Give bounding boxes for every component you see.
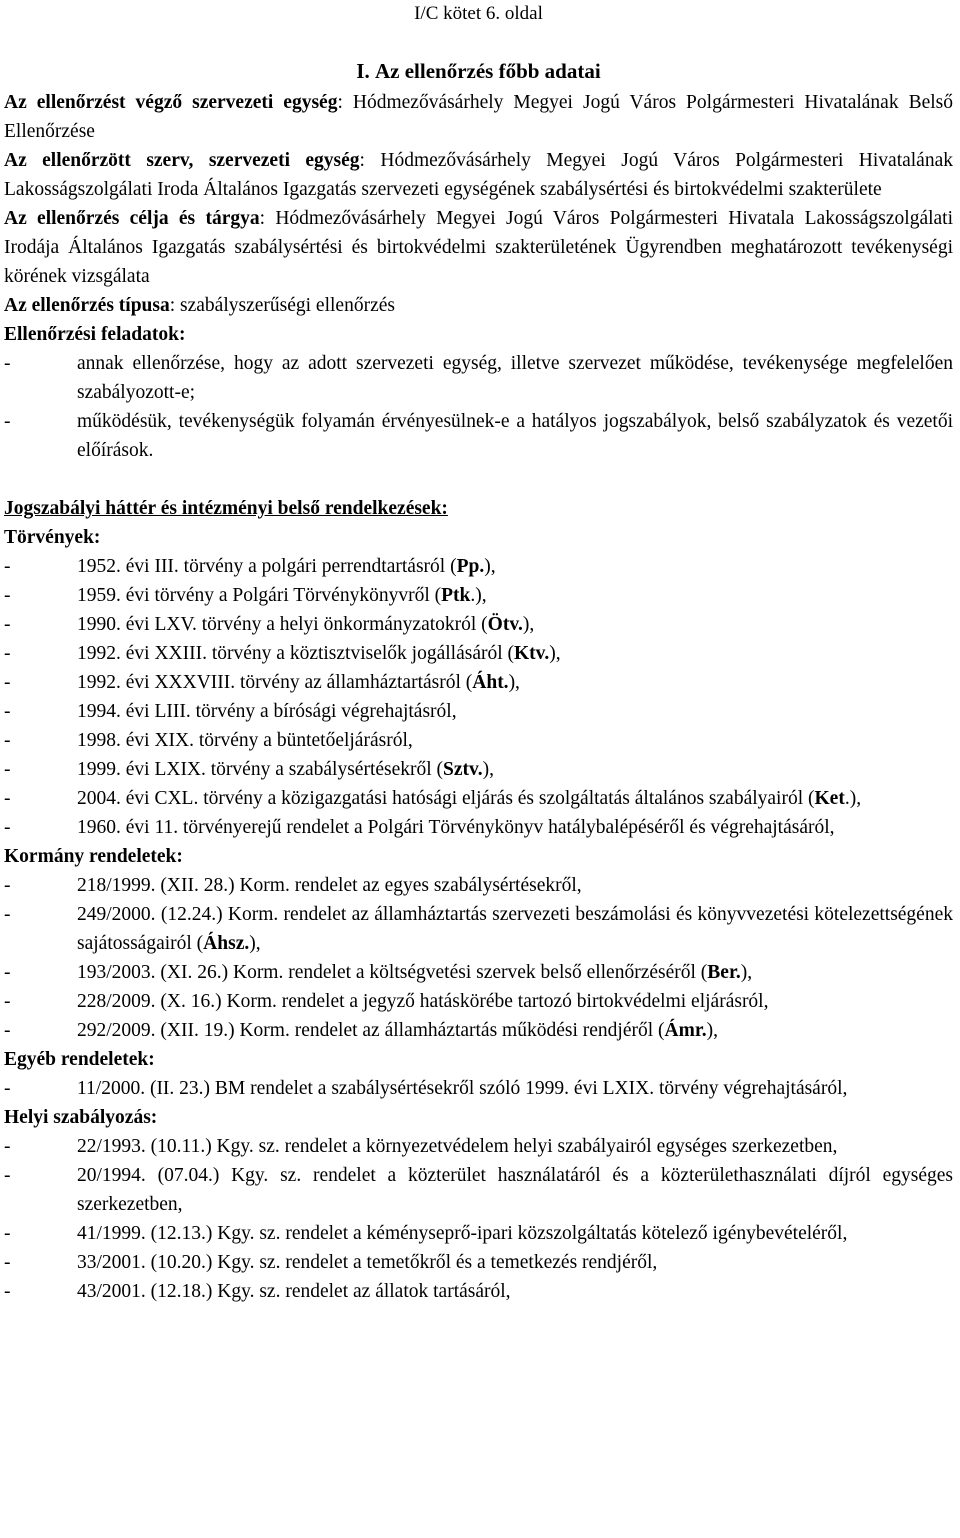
gov-decree-item [4, 871, 953, 900]
item-text: 1960. évi 11. törvényerejű rendelet a Polgári Törvénykönyv hatálybalépéséről és végrehajtásáról, [77, 817, 835, 838]
list-dash: - [4, 904, 11, 925]
law-item [4, 813, 953, 842]
item-text: 1994. évi LIII. törvény a bírósági végrehajtásról, [77, 701, 457, 722]
item-tail: ), [508, 672, 520, 693]
gov-decree-item [4, 958, 953, 987]
list-dash: - [4, 817, 11, 838]
item-text: 33/2001. (10.20.) Kgy. sz. rendelet a temetőkről és a temetkezés rendjéről, [77, 1252, 658, 1273]
field-paragraph [4, 88, 953, 146]
field-paragraph [4, 204, 953, 291]
item-tail: ), [740, 962, 753, 983]
laws-heading: Törvények: [4, 527, 101, 548]
item-abbreviation: Ptk [441, 585, 471, 606]
law-item [4, 784, 953, 813]
list-dash: - [4, 730, 11, 751]
local-rule-item [4, 1219, 953, 1248]
section-number: I. [356, 59, 370, 83]
item-text: 1990. évi LXV. törvény a helyi önkormányzatokról ( [77, 614, 488, 635]
item-tail: .), [470, 585, 487, 606]
legal-background-heading: Jogszabályi háttér és intézményi belső rendelkezések: [4, 498, 448, 519]
task-item [4, 349, 953, 407]
item-abbreviation: Ber. [707, 962, 741, 983]
item-text: 1998. évi XIX. törvény a büntetőeljárásról, [77, 730, 413, 751]
item-abbreviation: Ktv. [514, 643, 550, 664]
item-tail: ), [706, 1020, 718, 1041]
task-text: működésük, tevékenységük folyamán érvényesülnek-e a hatályos jogszabályok, belső szabályzatok és vezetői előírások. [77, 411, 953, 461]
list-dash: - [4, 991, 11, 1012]
law-item [4, 610, 953, 639]
field-paragraph [4, 146, 953, 204]
gov-decrees-heading: Kormány rendeletek: [4, 846, 183, 867]
item-abbreviation: Áht. [472, 672, 509, 693]
section-title [4, 54, 953, 88]
item-text: 11/2000. (II. 23.) BM rendelet a szabálysértésekről szóló 1999. évi LXIX. törvény végrehajtásáról, [77, 1078, 848, 1099]
tasks-list [4, 349, 953, 465]
law-item [4, 552, 953, 581]
section-title-text: Az ellenőrzés főbb adatai [374, 59, 601, 83]
list-dash: - [4, 962, 11, 983]
item-text: 1992. évi XXXVIII. törvény az államháztartásról ( [77, 672, 473, 693]
item-text: 193/2003. (XI. 26.) Korm. rendelet a költségvetési szervek belső ellenőrzéséről ( [77, 962, 708, 983]
field-value: : szabályszerűségi ellenőrzés [169, 295, 395, 316]
other-decrees-list [4, 1074, 953, 1103]
list-dash: - [4, 875, 11, 896]
item-tail: ), [549, 643, 561, 664]
list-dash: - [4, 643, 11, 664]
item-abbreviation: Ket [814, 788, 845, 809]
field-label: Az ellenőrzést végző szervezeti egység [4, 92, 338, 113]
item-text: 1959. évi törvény a Polgári Törvénykönyvről ( [77, 585, 442, 606]
item-abbreviation: Sztv. [443, 759, 483, 780]
item-text: 1992. évi XXIII. törvény a köztisztviselők jogállásáról ( [77, 643, 515, 664]
list-dash: - [4, 1223, 11, 1244]
item-abbreviation: Ötv. [487, 614, 523, 635]
list-dash: - [4, 672, 11, 693]
field-value: : Hódmezővásárhely Megyei Jogú Város Polgármesteri Hivatala Lakosságszolgálati Irodája Általános Igazgatás szabálysértési és birtokvédelmi szakterületének Ügyrendben meghatározott tevékenységi körének vizsgálata [4, 208, 954, 287]
field-value: : Hódmezővásárhely Megyei Jogú Város Polgármesteri Hivatalának Belső Ellenőrzése [4, 92, 953, 142]
item-tail: ), [249, 933, 261, 954]
list-dash: - [4, 1078, 11, 1099]
item-text: 292/2009. (XII. 19.) Korm. rendelet az államháztartás működési rendjéről ( [77, 1020, 665, 1041]
gov-decree-item [4, 1016, 953, 1045]
list-dash: - [4, 353, 11, 374]
task-text: annak ellenőrzése, hogy az adott szervezeti egység, illetve szervezet működése, tevékenysége megfelelően szabályozott-e; [77, 353, 953, 403]
list-dash: - [4, 759, 11, 780]
list-dash: - [4, 614, 11, 635]
item-abbreviation: Ámr. [664, 1020, 707, 1041]
list-dash: - [4, 1136, 11, 1157]
page-header: I/C kötet 6. oldal [414, 3, 543, 24]
list-dash: - [4, 556, 11, 577]
local-rules-list [4, 1132, 953, 1306]
law-item [4, 726, 953, 755]
item-text: 1999. évi LXIX. törvény a szabálysértésekről ( [77, 759, 444, 780]
gov-decree-item [4, 987, 953, 1016]
spacer [4, 465, 953, 494]
item-text: 1952. évi III. törvény a polgári perrendtartásról ( [77, 556, 457, 577]
item-text: 22/1993. (10.11.) Kgy. sz. rendelet a környezetvédelem helyi szabályairól egységes szerkezetben, [77, 1136, 838, 1157]
item-tail: .), [844, 788, 862, 809]
field-label: Az ellenőrzés célja és tárgya [4, 208, 260, 229]
list-dash: - [4, 411, 11, 432]
local-rule-item [4, 1161, 953, 1219]
tasks-heading: Ellenőrzési feladatok: [4, 324, 186, 345]
law-item [4, 755, 953, 784]
field-label: Az ellenőrzött szerv, szervezeti egység [4, 150, 360, 171]
item-abbreviation: Áhsz. [203, 933, 250, 954]
law-item [4, 697, 953, 726]
item-tail: ), [482, 759, 494, 780]
list-dash: - [4, 585, 11, 606]
list-dash: - [4, 1281, 11, 1302]
list-dash: - [4, 788, 11, 809]
item-text: 20/1994. (07.04.) Kgy. sz. rendelet a közterület használatáról és a közterülethasználati díjról egységes szerkezetben, [77, 1165, 953, 1215]
item-text: 43/2001. (12.18.) Kgy. sz. rendelet az állatok tartásáról, [77, 1281, 511, 1302]
local-rule-item [4, 1248, 953, 1277]
gov-decrees-list [4, 871, 953, 1045]
item-tail: ), [522, 614, 535, 635]
field-value: : Hódmezővásárhely Megyei Jogú Város Polgármesteri Hivatalának Lakosságszolgálati Iroda Általános Igazgatás szervezeti egységének szabálysértési és birtokvédelmi szakterülete [4, 150, 953, 200]
field-paragraph [4, 291, 953, 320]
law-item [4, 668, 953, 697]
item-text: 228/2009. (X. 16.) Korm. rendelet a jegyző hatáskörébe tartozó birtokvédelmi eljárásról, [77, 991, 769, 1012]
local-rule-item [4, 1277, 953, 1306]
laws-list [4, 552, 953, 842]
audit-fields [4, 88, 953, 320]
item-text: 218/1999. (XII. 28.) Korm. rendelet az egyes szabálysértésekről, [77, 875, 582, 896]
item-abbreviation: Pp. [456, 556, 485, 577]
local-rules-heading: Helyi szabályozás: [4, 1107, 158, 1128]
list-dash: - [4, 701, 11, 722]
field-label: Az ellenőrzés típusa [4, 295, 170, 316]
task-item [4, 407, 953, 465]
list-dash: - [4, 1165, 11, 1186]
law-item [4, 581, 953, 610]
gov-decree-item [4, 900, 953, 958]
item-text: 41/1999. (12.13.) Kgy. sz. rendelet a kéményseprő-ipari közszolgáltatás kötelező igénybevételéről, [77, 1223, 848, 1244]
item-text: 2004. évi CXL. törvény a közigazgatási hatósági eljárás és szolgáltatás általános szabályairól ( [77, 788, 815, 809]
list-dash: - [4, 1020, 11, 1041]
list-dash: - [4, 1252, 11, 1273]
other-decree-item [4, 1074, 953, 1103]
item-text: 249/2000. (12.24.) Korm. rendelet az államháztartás szervezeti beszámolási és könyvvezetési kötelezettségének sajátosságairól ( [77, 904, 953, 954]
other-decrees-heading: Egyéb rendeletek: [4, 1049, 155, 1070]
item-tail: ), [484, 556, 496, 577]
local-rule-item [4, 1132, 953, 1161]
law-item [4, 639, 953, 668]
